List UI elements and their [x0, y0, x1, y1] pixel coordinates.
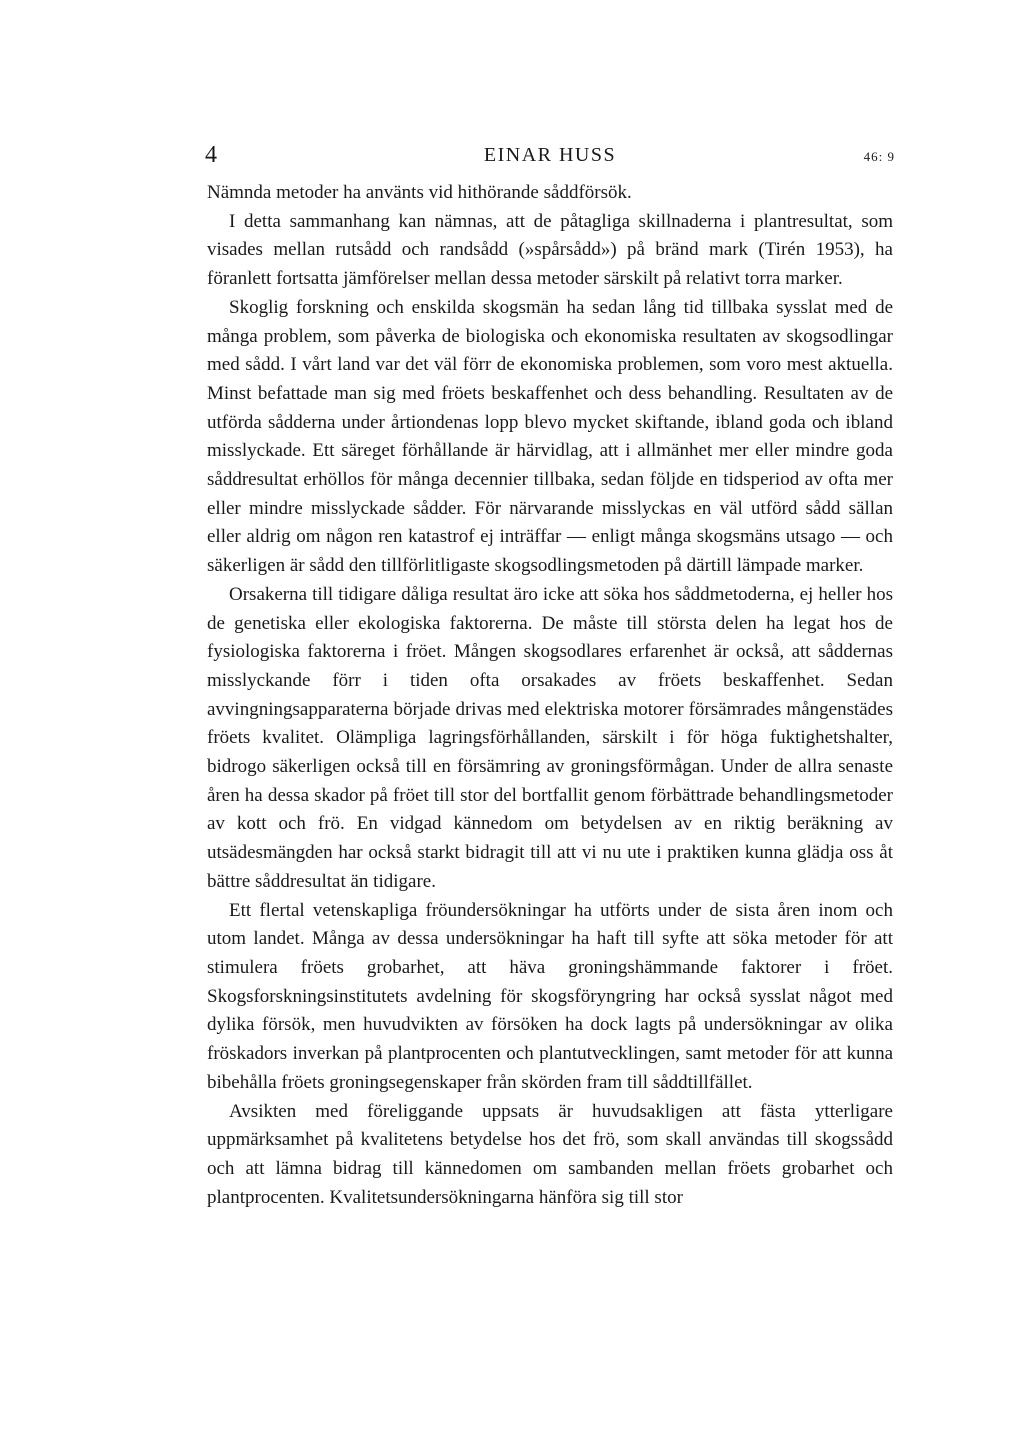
- paragraph: Skoglig forskning och enskilda skogsmän ha sedan lång tid tillbaka sysslat med de många problem, som påverka de biologiska och ekonomiska resultaten av skogsodlingar med sådd. I vårt land var det väl förr de ekonomiska problemen, som voro mest aktuella. Minst befattade man sig med fröets beskaffenhet och dess behandling. Resultaten av de utförda sådderna under årtiondenas lopp blevo mycket skiftande, ibland goda och ibland misslyckade. Ett säreget förhållande är härvidlag, att i allmänhet mer eller mindre goda såddresultat erhöllos för många decennier tillbaka, sedan följde en tidsperiod av ofta mer eller mindre misslyckade sådder. För närvarande misslyckas en väl utförd sådd sällan eller aldrig om någon ren katastrof ej inträffar — enligt många skogsmäns utsago — och säkerligen är sådd den tillförlitligaste skogsodlingsmetoden på därtill lämpade marker.: [207, 296, 893, 577]
- series-reference: 46: 9: [863, 149, 895, 164]
- paragraph: Ett flertal vetenskapliga fröundersökningar ha utförts under de sista åren inom och utom landet. Många av dessa undersökningar ha haft till syfte att söka metoder för att stimulera fröets grobarhet, att häva groningshämmande faktorer i fröet. Skogsforskningsinstitutets avdelning för skogsföryngring har också sysslat något med dylika försök, men huvudvikten av försöken ha dock lagts på undersökningar av olika fröskadors inverkan på plantprocenten och plantutvecklingen, samt metoder för att kunna bibehålla fröets groningsegenskaper från skörden fram till såddtillfället.: [207, 899, 893, 1093]
- paragraph: Nämnda metoder ha använts vid hithörande såddförsök.: [207, 182, 632, 203]
- paragraph: I detta sammanhang kan nämnas, att de påtagliga skillnaderna i plantresultat, som visades mellan rutsådd och randsådd (»spårsådd») på bränd mark (Tirén 1953), ha föranlett fortsatta jämförelser mellan dessa metoder särskilt på relativt torra marker.: [207, 210, 893, 290]
- page-number: 4: [205, 142, 217, 168]
- header-title: EINAR HUSS: [483, 144, 617, 166]
- body-text: [207, 179, 893, 1212]
- paragraph: Orsakerna till tidigare dåliga resultat äro icke att söka hos såddmetoderna, ej heller hos de genetiska eller ekologiska faktorerna. De måste till största delen ha legat hos de fysiologiska faktorerna i fröet. Mången skogsodlares erfarenhet är också, att såddernas misslyckande förr i tiden ofta orsakades av fröets beskaffenhet. Sedan avvingningsapparaterna började drivas med elektriska motorer försämrades mångenstädes fröets kvalitet. Olämpliga lagringsförhållanden, särskilt i för höga fuktighetshalter, bidrogo säkerligen också till en försämring av groningsförmågan. Under de allra senaste åren ha dessa skador på fröet till stor del bortfallit genom förbättrade behandlingsmetoder av kott och frö. En vidgad kännedom om betydelsen av en riktig beräkning av utsädesmängden har också starkt bidragit till att vi nu ute i praktiken kunna glädja oss åt bättre såddresultat än tidigare.: [207, 583, 893, 892]
- running-head: [205, 140, 895, 170]
- paragraph: Avsikten med föreliggande uppsats är huvudsakligen att fästa ytterligare uppmärksamhet på kvalitetens betydelse hos det frö, som skall användas till skogssådd och att lämna bidrag till kännedomen om sambanden mellan fröets grobarhet och plantprocenten. Kvalitetsundersökningarna hänföra sig till stor: [207, 1100, 893, 1208]
